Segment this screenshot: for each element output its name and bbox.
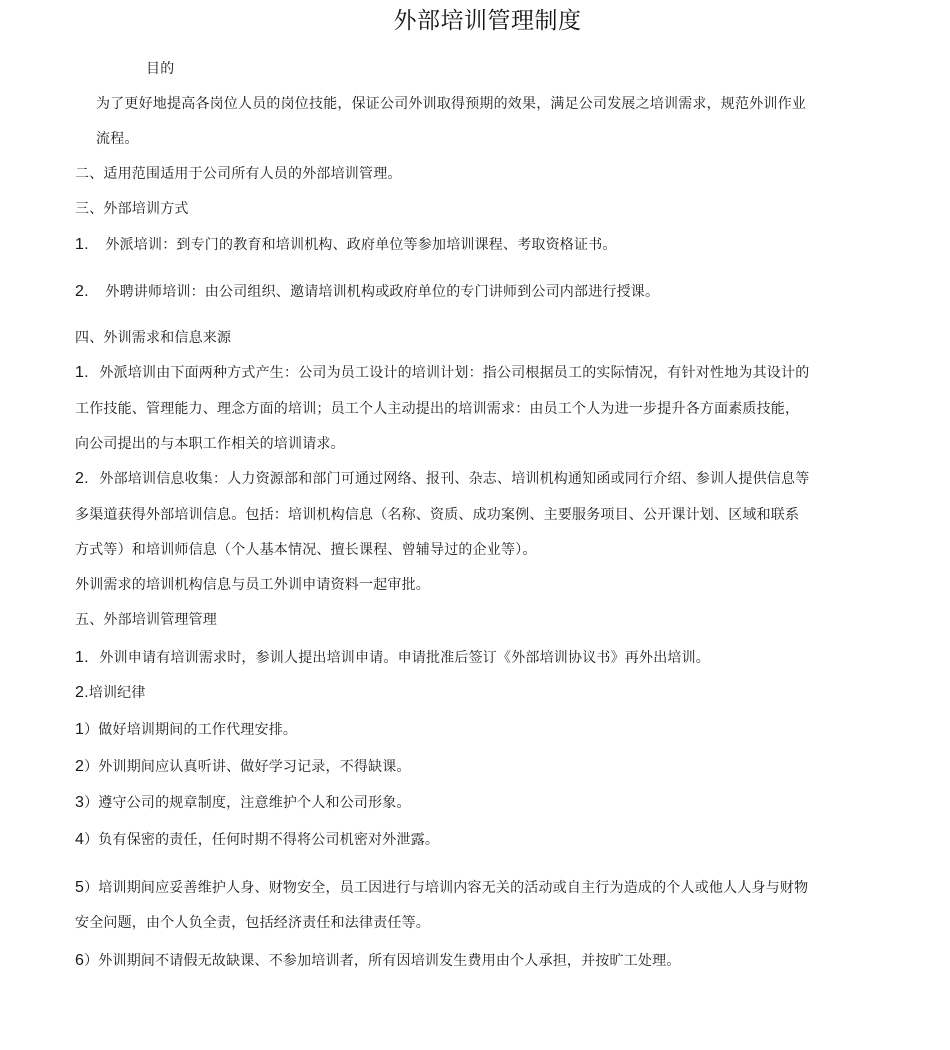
rule-item-6	[75, 952, 681, 970]
list-number: 2	[75, 758, 85, 775]
methods-item-2	[75, 283, 659, 301]
document-title: 外部培训管理制度	[393, 8, 582, 34]
rule-item-2	[75, 758, 411, 776]
list-text: ）外训期间不请假无故缺课、不参加培训者，所有因培训发生费用由个人承担，并按旷工处理。	[84, 953, 681, 969]
list-text: ）负有保密的责任，任何时期不得将公司机密对外泄露。	[84, 832, 440, 848]
management-item-1	[75, 649, 710, 667]
rule-item-4	[75, 831, 439, 849]
list-text: 外聘讲师培训：由公司组织、邀请培训机构或政府单位的专门讲师到公司内部进行授课。	[105, 284, 660, 300]
purpose-line-1: 为了更好地提高各岗位人员的岗位技能，保证公司外训取得预期的效果，满足公司发展之培训需求，规范外训作业	[96, 96, 806, 112]
methods-item-1	[75, 236, 617, 254]
list-number: 6	[75, 952, 85, 969]
needs-item-1-line-3: 向公司提出的与本职工作相关的培训请求。	[75, 436, 345, 452]
rule-item-5	[75, 879, 808, 897]
list-number: 2.	[75, 470, 89, 487]
needs-note: 外训需求的培训机构信息与员工外训申请资料一起审批。	[75, 577, 430, 593]
rule-item-1	[75, 721, 297, 739]
list-text: 安全问题，由个人负全责，包括经济责任和法律责任等。	[75, 915, 430, 931]
list-text: 外部培训信息收集：人力资源部和部门可通过网络、报刊、杂志、培训机构通知函或同行介绍、参训人提供信息等	[99, 471, 810, 487]
purpose-heading: 目的	[146, 61, 175, 77]
needs-item-2-line-1	[75, 470, 809, 488]
list-text: 外派培训：到专门的教育和培训机构、政府单位等参加培训课程、考取资格证书。	[105, 237, 617, 253]
list-text: ）培训期间应妥善维护人身、财物安全，员工因进行与培训内容无关的活动或自主行为造成的个人或他人人身与财物	[84, 880, 809, 896]
management-heading: 五、外部培训管理管理	[75, 612, 217, 628]
needs-item-1-line-1	[75, 364, 809, 382]
list-number: 1.	[75, 649, 89, 666]
scope-paragraph: 二、适用范围适用于公司所有人员的外部培训管理。	[75, 166, 402, 182]
list-text: 外训申请有培训需求时，参训人提出培训申请。申请批准后签订《外部培训协议书》再外出培训。	[99, 650, 711, 666]
needs-item-1-line-2: 工作技能、管理能力、理念方面的培训；员工个人主动提出的培训需求：由员工个人为进一步提升各方面素质技能，	[75, 401, 800, 417]
needs-heading: 四、外训需求和信息来源	[75, 330, 232, 346]
methods-heading: 三、外部培训方式	[75, 201, 189, 217]
list-number: 5	[75, 879, 85, 896]
list-number: 2.	[75, 283, 89, 300]
rule-item-5-continued	[75, 914, 430, 932]
list-text: ）外训期间应认真听讲、做好学习记录，不得缺课。	[84, 759, 411, 775]
list-number: 3	[75, 794, 85, 811]
list-number: 2.	[75, 684, 89, 701]
list-number: 1.	[75, 364, 89, 381]
list-text: 培训纪律	[88, 685, 146, 701]
purpose-line-2: 流程。	[96, 131, 139, 147]
list-number: 1.	[75, 236, 89, 253]
rule-item-3	[75, 794, 411, 812]
needs-item-2-line-2: 多渠道获得外部培训信息。包括：培训机构信息（名称、资质、成功案例、主要服务项目、公开课计划、区域和联系	[75, 507, 800, 523]
list-number: 4	[75, 831, 85, 848]
needs-item-2-line-3: 方式等）和培训师信息（个人基本情况、擅长课程、曾辅导过的企业等）。	[75, 542, 537, 558]
management-item-2	[75, 684, 146, 702]
list-text: ）遵守公司的规章制度，注意维护个人和公司形象。	[84, 795, 411, 811]
list-text: ）做好培训期间的工作代理安排。	[84, 722, 298, 738]
list-text: 外派培训由下面两种方式产生：公司为员工设计的培训计划：指公司根据员工的实际情况，有针对性地为其设计的	[99, 365, 810, 381]
list-number: 1	[75, 721, 85, 738]
